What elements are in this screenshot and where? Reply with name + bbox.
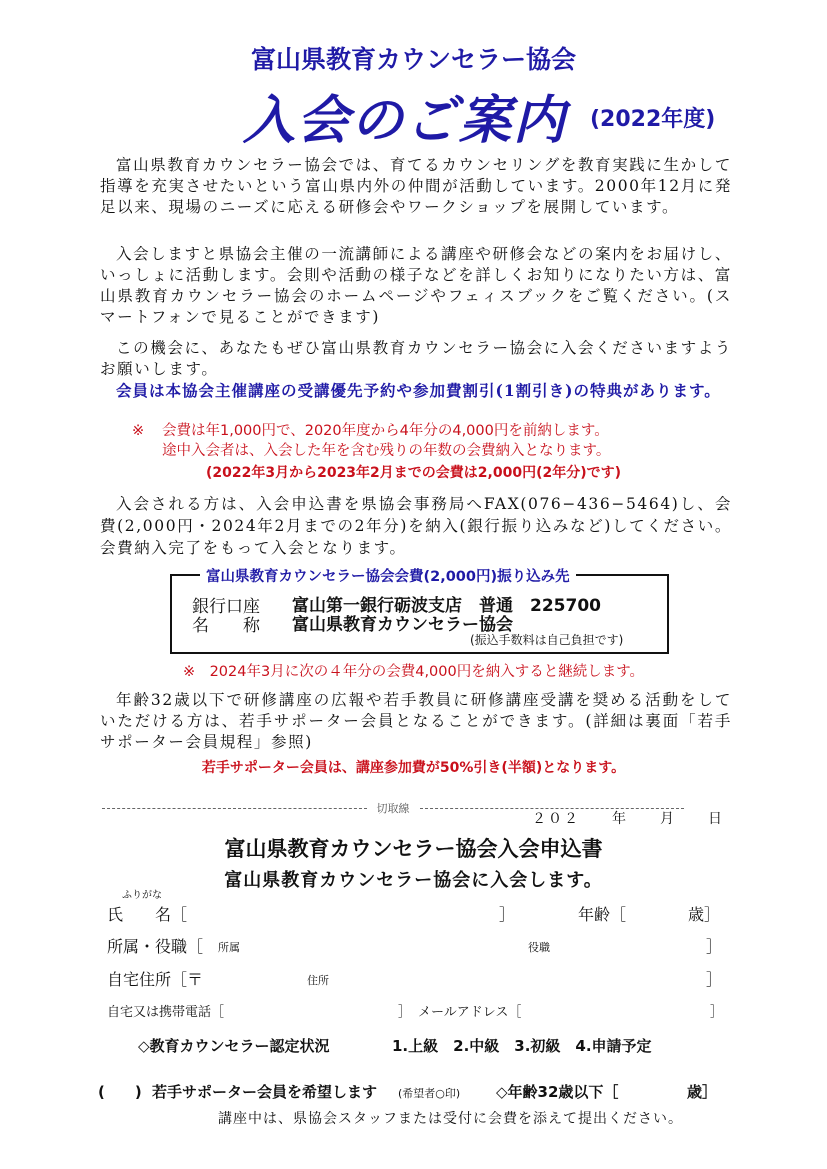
fee-note: [132, 421, 732, 461]
young-supporter-note: (希望者○印): [398, 1087, 461, 1100]
certification-options[interactable]: 1.上級 2.中級 3.初級 4.申請予定: [392, 1037, 652, 1055]
intro-paragraph-3: この機会に、あなたもぜひ富山県教育カウンセラー協会に入会くださいますようお願いします。: [100, 339, 732, 378]
address-label: 自宅住所［〒: [107, 970, 204, 989]
affiliation-field[interactable]: ］: [706, 937, 723, 956]
member-benefit: 会員は本協会主催講座の受講優先予約や参加費割引(1割引き)の特典があります。: [116, 381, 721, 400]
furigana-label: ふりがな: [122, 890, 162, 901]
cut-line-label: 切取線: [376, 802, 410, 815]
account-name-label: 名 称: [192, 616, 260, 636]
org-title: 富山県教育カウンセラー協会: [250, 45, 576, 74]
intro-paragraph-2: 入会しますと県協会主催の一流講師による講座や研修会などの案内をお届けし、いっしょに活動します。会則や活動の様子などを詳しくお知りになりたい方は、富山県教育カウンセラー協会のホームページやフェィスブックをご覧ください。(スマートフォンで見ることができます): [100, 245, 732, 326]
under-32-age-field[interactable]: 歳］: [687, 1083, 718, 1101]
fee-highlight: (2022年3月から2023年2月までの会費は2,000円(2年分)です): [205, 465, 622, 481]
address-field[interactable]: ］: [706, 970, 723, 989]
certification-label: ◇教育カウンセラー認定状況: [138, 1037, 330, 1055]
name-label: 氏 名［: [107, 905, 188, 924]
fee-line-1: 会費は年1,000円で、2020年度から4年分の4,000円を前納します。: [162, 423, 609, 439]
account-name-value: 富山県教育カウンセラー協会: [292, 615, 513, 635]
young-supporter-label: 若手サポーター会員を希望します: [152, 1083, 378, 1101]
position-sublabel: 役職: [528, 941, 550, 954]
intro-paragraph-1: 富山県教育カウンセラー協会では、育てるカウンセリングを教育実践に生かして指導を充実させたいという富山県内外の仲間が活動しています。2000年12月に発足以来、現場のニーズに応える研修会やワークショップを展開しています。: [100, 156, 732, 216]
young-supporter-checkbox[interactable]: ( ): [98, 1083, 142, 1101]
note-mark: ※: [132, 423, 145, 439]
young-supporter-discount: 若手サポーター会員は、講座参加費が50%引き(半額)となります。: [201, 760, 626, 776]
affiliation-sublabel: 所属: [218, 941, 240, 954]
form-subtitle: 富山県教育カウンセラー協会に入会します。: [224, 870, 603, 891]
application-date: ２０２ 年 月 日: [532, 811, 724, 827]
page-title: 入会のご案内: [243, 91, 568, 151]
phone-label: 自宅又は携帯電話［: [107, 1005, 225, 1020]
account-value: 富山第一銀行砺波支店 普通 225700: [292, 596, 601, 616]
affiliation-label: 所属・役職［: [107, 937, 204, 956]
bank-box-title: 富山県教育カウンセラー協会会費(2,000円)振り込み先: [200, 565, 576, 586]
form-title: 富山県教育カウンセラー協会入会申込書: [224, 837, 603, 861]
fiscal-year: (2022年度): [590, 107, 716, 132]
renewal-note: ※ 2024年3月に次の４年分の会費4,000円を納入すると継続します。: [182, 664, 645, 680]
submission-note: 講座中は、県協会スタッフまたは受付に会費を添えて提出ください。: [218, 1111, 683, 1127]
age-field[interactable]: 歳］: [688, 905, 721, 924]
phone-field[interactable]: ］: [398, 1005, 412, 1020]
email-label: メールアドレス［: [418, 1005, 522, 1020]
name-field[interactable]: ］: [499, 905, 516, 924]
account-label: 銀行口座: [192, 597, 260, 617]
transfer-fee-note: (振込手数料は自己負担です): [470, 633, 624, 647]
email-field[interactable]: ］: [710, 1005, 724, 1020]
age-label: 年齢［: [578, 905, 627, 924]
fee-line-2: 途中入会者は、入会した年を含む残りの年数の会費納入となります。: [162, 443, 611, 459]
under-32-label: ◇年齢32歳以下［: [496, 1083, 619, 1101]
application-instructions: 入会される方は、入会申込書を県協会事務局へFAX(076−436−5464)し、会費(2,000円・2024年2月までの2年分)を納入(銀行振り込みなど)してください。会費納入完了をもって入会となります。: [100, 495, 732, 557]
address-sublabel: 住所: [307, 974, 329, 987]
young-supporter-info: 年齢32歳以下で研修講座の広報や若手教員に研修講座受講を奨める活動をしていただける方は、若手サポーター会員となることができます。(詳細は裏面「若手サポーター会員規程」参照): [100, 691, 732, 751]
